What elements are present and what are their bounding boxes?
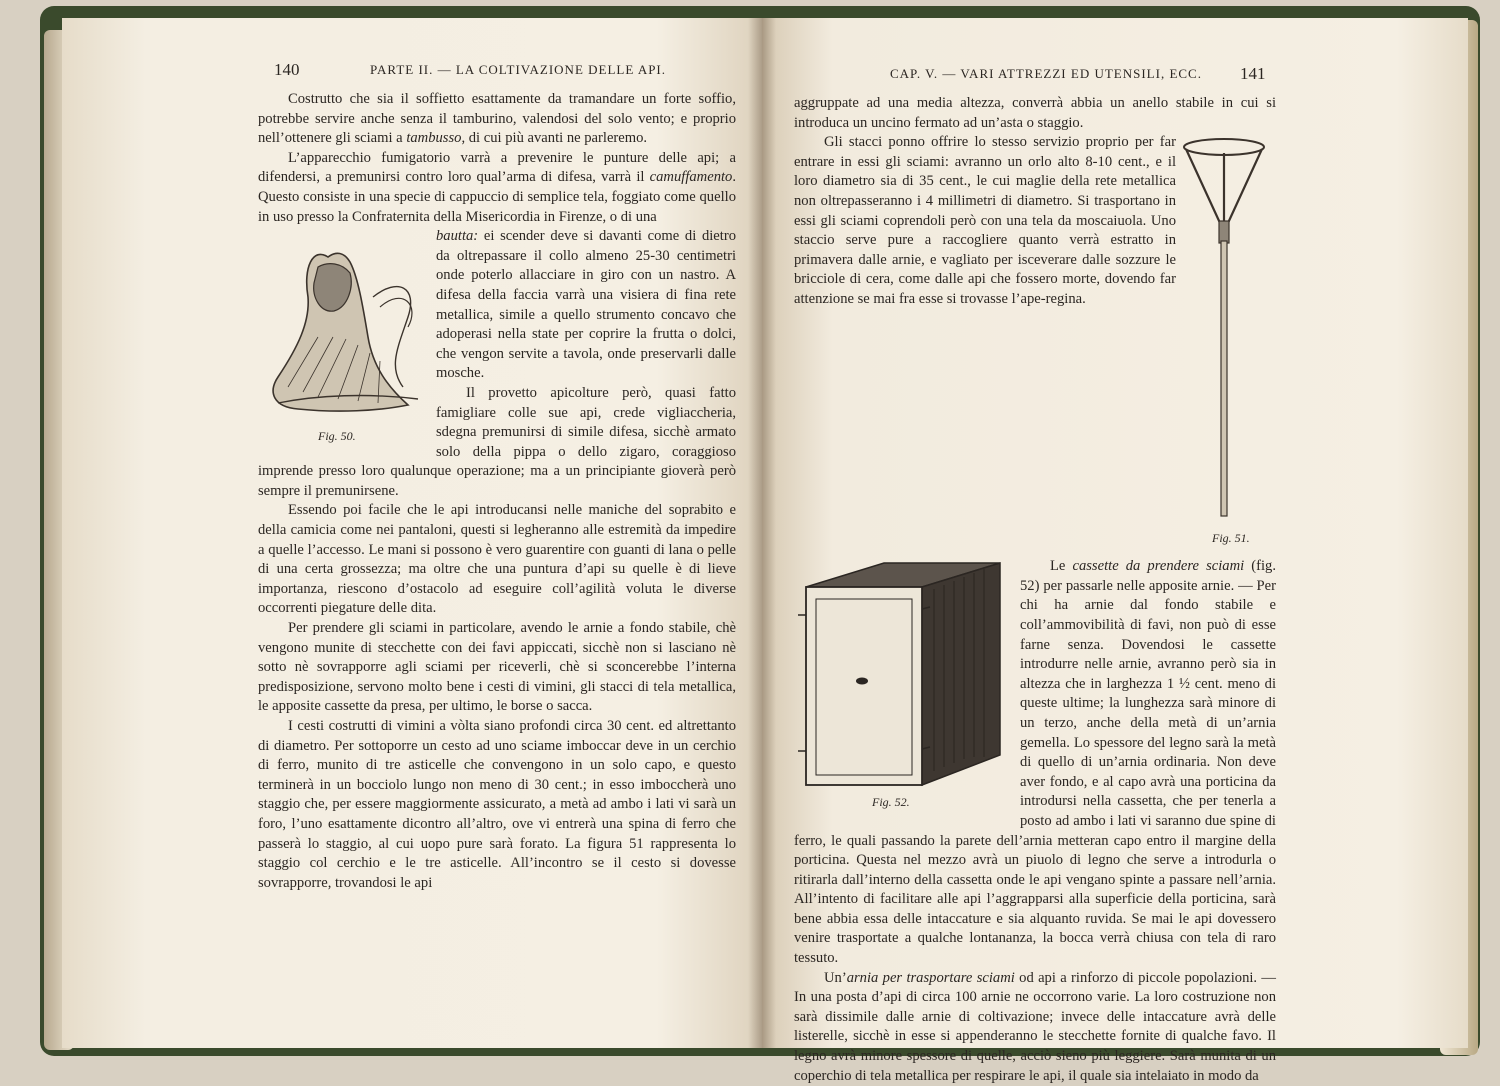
paragraph: Essendo poi facile che le api introducansi nelle maniche del soprabito e della camicia come nei pantaloni, questi si legheranno alle estremità da impedire a quelle l’accesso. Le mani si possono è vero guarentire con guanti di lana o pelle di una certa grossezza; ma oltre che una puntura d’api su quelle è di lieve importanza, riescono d’ostacolo ad eseguire coll’agilità voluta le diverse occorrenti piegature delle dita. [258,502,736,617]
swarm-box-illustration [794,559,1014,789]
figure-52 [794,559,1020,821]
paragraph: Le cassette da prendere sciami (fig. 52) per passarle nelle apposite arnie. — Per chi ha arnie dal fondo stabile e coll’ammovibilità di favi, non può di esse farne senza. Dovendosi le cassette introdurre nelle arnie, avranno però sia in altezza che in larghezza 1 ½ cent. meno di queste ultime; la lunghezza sarà minore di un terzo, anche della metà di un’arnia gemella. Lo spessore del legno sarà la metà di quello di un’arnia ordinaria. Non deve aver fondo, e al capo avrà una porticina da introdursi nella cassetta, che per tenerla a posto ad ambo i lati vi saranno due spine di ferro, le quali passando la parete dell’arnia metteran capo entro il margine della porticina. Questa nel mezzo avrà un piuolo di legno che serve a introdurla o ritirarla dall’interno della cassetta onde le api vengano spinte a passare nell’arnia. All’intento di facilitare alle api l’aggrapparsi alla superficie della porticina, sarà bene abbia essa delle intaccature e sia alquanto ruvida. Se mai le api dovessero venire trasportate a qualche lontananza, la bocca verrà chiusa con tela di raro tessuto. [794,558,1276,967]
page-number-left: 140 [274,60,300,79]
running-head-left: PARTE II. — LA COLTIVAZIONE DELLE API. [370,62,667,77]
figure-51 [1176,133,1276,557]
left-page-text [258,90,736,893]
pole-with-ring-illustration [1176,133,1272,523]
paragraph: Un’arnia per trasportare sciami od api a rinforzo di piccole popolazioni. — In una posta d’api di circa 100 arnie ne occorrono varie. La loro costruzione non sarà dissimile dalle arnie di coltivazione; invece delle intaccature avrà delle listerelle, sicchè in esse si appenderanno le stecchette fornite di qualche favo. Il legno avrà minore spessore di quelle, acciò sieno più leggiere. Sarà munita di un coperchio di tela metallica per respirare le api, il quale sia intelaiato in modo da [794,969,1277,1084]
hood-illustration [258,227,428,423]
paragraph: Costrutto che sia il soffietto esattamente da tramandare un forte soffio, potrebbe servire anche senza il tamburino, valendosi del solo vento; e proprio nell’ottenere gli sciami a tambusso, di cui più avanti ne parleremo. [258,91,736,147]
page-number-right: 141 [1240,64,1266,83]
running-head-right: CAP. V. — VARI ATTREZZI ED UTENSILI, ECC. [890,66,1202,81]
figure-51-caption: Fig. 51. [1212,531,1250,546]
paragraph: I cesti costrutti di vimini a vòlta siano profondi circa 30 cent. ed altrettanto di diametro. Per sottoporre un cesto ad uno sciame imboccar deve in un cerchio di ferro, munito di tre asticelle che convengono in un solo capo, e questo terminerà in un bocciolo lungo non meno di 30 cent.; in esso imboccherà uno staggio che, per essere maggiormente assicurato, a metà ad ambo i lati vi sarà un foro, l’uno esattamente dicontro all’altro, ove vi entrerà una spina di ferro che passerà lo staggio, al cui uopo pure sarà forato. La figura 51 rappresenta lo staggio col cerchio e le tre asticelle. All’incontro se il cesto si dovesse sovrapporre, trovandosi le api [258,718,736,891]
right-page [762,18,1468,1084]
paragraph: Per prendere gli sciami in particolare, avendo le arnie a fondo stabile, chè vengono munite di stecchette con dei favi appiccati, sicchè non si lasciano nè sotto nè sovrapporre agli sciami per riceverli, chè si sconcerebbe l’interna predisposizione, servono molto bene i cesti di vimini, gli stacci di tela metallica, le apposite cassette da presa, per ultimo, le borse o sacca. [258,620,736,715]
figure-50 [258,227,436,453]
right-page-text [794,94,1276,1086]
left-page [62,18,762,1048]
paragraph: bautta: ei scender deve si davanti come di dietro da oltrepassare il collo almeno 25-30 centimetri onde poterlo allacciare in giro con un nastro. A difesa della faccia varrà una visiera di fina rete metallica, simile a quello strumento concavo che adoperasi nella state per coprire la frutta o dolci, che vengon servite a tavola, onde preservarli dalle mosche. [436,228,736,382]
figure-52-caption: Fig. 52. [872,795,910,810]
figure-50-caption: Fig. 50. [318,429,356,444]
paragraph: L’apparecchio fumigatorio varrà a prevenire le punture delle api; a difendersi, a premunirsi contro loro qual’arma di difesa, varrà il camuffamento. Questo consiste in una specie di cappuccio di semplice tela, foggiato come quello in uso presso la Confraternita della Misericordia in Firenze, o di una [258,149,736,225]
book-gutter [748,18,776,1048]
paragraph: Il provetto apicolture però, quasi fatto famigliare colle sue api, crede vigliaccheria, sdegna premunirsi di simile difesa, sicchè armato solo della pippa o dello zigaro, coraggioso imprende presso loro qualunque operazione; ma a un principiante gioverà però sempre il premunirsene. [258,384,736,499]
paragraph: Gli stacci ponno offrire lo stesso servizio proprio per far entrare in essi gli sciami: avranno un orlo alto 8-10 cent., e il loro diametro sia di 35 cent., le cui maglie della rete metallica non oltrepasseranno i 4 millimetri di diametro. Si trasportano in essi gli sciami coprendoli però con una tela da moscaiuola. Uno staccio serve pure a raccogliere quanto verrà estratto in primavera dalle arnie, e vagliato per isceverare dalle sozzure le bricciole di cera, come dalle api che fossero morte, dovendo far attenzione se mai fra esse si trovasse l’ape-regina. [794,134,1176,307]
paragraph: aggruppate ad una media altezza, converrà abbia un anello stabile in cui si introduca un uncino fermato ad un’asta o staggio. [794,95,1276,131]
